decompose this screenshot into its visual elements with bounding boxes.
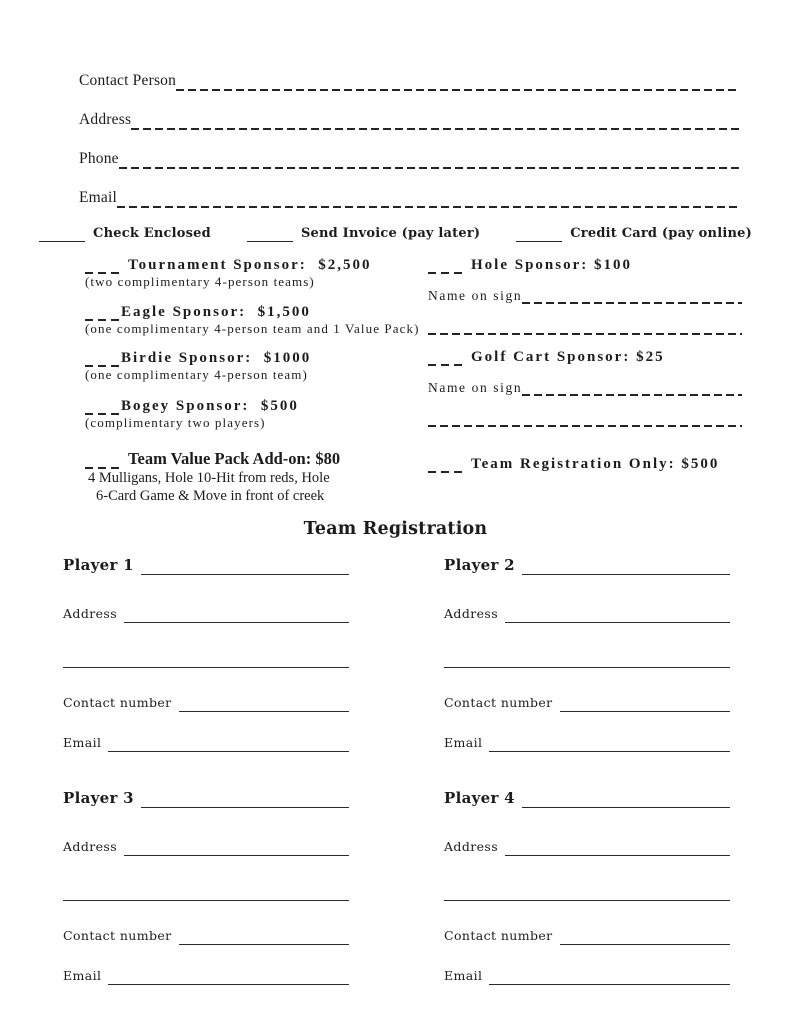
payment-invoice-option [247, 226, 480, 242]
payment-check-option [39, 226, 211, 242]
hole-sponsor-title-row [428, 256, 742, 274]
send-invoice-label: Send Invoice (pay later) [300, 226, 481, 241]
player-3-address-label: Address [63, 839, 118, 854]
player-1-contact-label: Contact number [63, 695, 172, 710]
player-2-email-label: Email [444, 735, 483, 750]
player-4-contact-row [444, 927, 730, 945]
eagle-sponsor-title: Eagle Sponsor: $1,500 [121, 304, 311, 320]
player-2-contact-line[interactable] [560, 698, 730, 712]
player-1-address-line[interactable] [124, 609, 349, 623]
player-2-address-line[interactable] [505, 609, 730, 623]
tournament-sponsor-title: Tournament Sponsor: $2,500 [128, 257, 372, 273]
player-3-email-label: Email [63, 968, 102, 983]
team-value-pack-title: Team Value Pack Add-on: $80 [128, 449, 341, 468]
player-1-name-row [63, 555, 349, 575]
bogey-sponsor-item [85, 397, 428, 431]
sponsor-left-column [85, 256, 428, 505]
golf-cart-sponsor-title-row [428, 348, 742, 366]
bogey-sponsor-desc: (complimentary two players) [85, 415, 266, 430]
player-4-name-row [444, 788, 730, 808]
player-4-address-line2[interactable] [444, 883, 730, 901]
hole-name-on-sign-label: Name on sign [428, 288, 523, 303]
player-4-contact-label: Contact number [444, 928, 553, 943]
player-2-contact-row [444, 694, 730, 712]
player-3-address-line2[interactable] [63, 883, 349, 901]
contact-person-field [79, 70, 740, 91]
email-label: Email [79, 189, 118, 206]
player-4-block [444, 788, 730, 985]
eagle-sponsor-title-row [85, 303, 428, 321]
golf-cart-sponsor-title: Golf Cart Sponsor: $25 [471, 349, 665, 365]
address-field [79, 109, 740, 130]
player-1-address-label: Address [63, 606, 118, 621]
players-grid [0, 555, 791, 985]
player-3-contact-row [63, 927, 349, 945]
player-1-email-label: Email [63, 735, 102, 750]
tournament-sponsor-blank[interactable] [85, 262, 119, 274]
birdie-sponsor-title: Birdie Sponsor: $1000 [121, 350, 312, 366]
address-label: Address [79, 111, 132, 128]
player-3-email-row [63, 967, 349, 985]
player-3-contact-line[interactable] [179, 931, 349, 945]
player-3-label: Player 3 [63, 789, 134, 807]
hole-name-on-sign-line[interactable] [522, 290, 742, 304]
eagle-sponsor-desc: (one complimentary 4-person team and 1 Value Pack) [85, 321, 420, 336]
hole-sponsor-title: Hole Sponsor: $100 [471, 257, 633, 273]
birdie-sponsor-blank[interactable] [85, 355, 119, 367]
player-4-email-line[interactable] [489, 971, 730, 985]
check-enclosed-label: Check Enclosed [93, 226, 211, 241]
check-enclosed-blank[interactable] [39, 230, 85, 242]
sponsor-right-column [428, 256, 742, 505]
team-registration-only-row [428, 455, 742, 473]
team-registration-only-blank[interactable] [428, 461, 462, 473]
player-1-address-line2[interactable] [63, 650, 349, 668]
player-3-contact-label: Contact number [63, 928, 172, 943]
hole-name-on-sign-row [428, 287, 742, 304]
player-1-email-row [63, 734, 349, 752]
payment-method-row [0, 226, 791, 242]
email-line[interactable] [117, 194, 740, 208]
player-4-address-line[interactable] [505, 842, 730, 856]
player-3-block [63, 788, 349, 985]
player-2-email-row [444, 734, 730, 752]
player-3-email-line[interactable] [108, 971, 349, 985]
player-4-label: Player 4 [444, 789, 515, 807]
player-2-block [444, 555, 730, 752]
eagle-sponsor-item [85, 303, 428, 337]
cart-name-on-sign-line[interactable] [522, 382, 742, 396]
player-4-email-label: Email [444, 968, 483, 983]
address-line[interactable] [131, 116, 740, 130]
payment-credit-card-option [516, 226, 752, 242]
tournament-sponsor-title-row [85, 256, 428, 274]
cart-name-on-sign-row [428, 379, 742, 396]
player-3-address-line[interactable] [124, 842, 349, 856]
player-4-contact-line[interactable] [560, 931, 730, 945]
player-2-address-label: Address [444, 606, 499, 621]
player-1-address-row [63, 605, 349, 623]
birdie-sponsor-title-row [85, 349, 428, 367]
player-1-contact-line[interactable] [179, 698, 349, 712]
bogey-sponsor-title-row [85, 397, 428, 415]
player-2-email-line[interactable] [489, 738, 730, 752]
bogey-sponsor-blank[interactable] [85, 403, 119, 415]
sponsorship-section [0, 256, 791, 505]
cart-name-on-sign-line2[interactable] [428, 409, 742, 427]
email-field [79, 187, 740, 208]
contact-section [0, 0, 791, 208]
player-2-address-line2[interactable] [444, 650, 730, 668]
golf-cart-sponsor-blank[interactable] [428, 354, 462, 366]
send-invoice-blank[interactable] [247, 230, 293, 242]
player-3-name-line[interactable] [141, 794, 349, 808]
cart-name-on-sign-label: Name on sign [428, 380, 523, 395]
player-1-block [63, 555, 349, 752]
team-registration-heading: Team Registration [303, 519, 488, 539]
hole-name-on-sign-line2[interactable] [428, 317, 742, 335]
player-1-email-line[interactable] [108, 738, 349, 752]
hole-sponsor-blank[interactable] [428, 262, 462, 274]
team-value-pack-desc-line1: 4 Mulligans, Hole 10-Hit from reds, Hole [88, 470, 330, 486]
team-registration-only-title: Team Registration Only: $500 [471, 456, 720, 472]
player-2-contact-label: Contact number [444, 695, 553, 710]
player-2-address-row [444, 605, 730, 623]
player-3-name-row [63, 788, 349, 808]
credit-card-blank[interactable] [516, 230, 562, 242]
phone-label: Phone [79, 150, 119, 167]
player-2-name-line[interactable] [522, 561, 730, 575]
player-1-contact-row [63, 694, 349, 712]
team-value-pack-title-row [85, 449, 428, 469]
team-value-pack-blank[interactable] [85, 457, 119, 469]
player-4-name-line[interactable] [522, 794, 730, 808]
player-4-address-row [444, 838, 730, 856]
contact-person-line[interactable] [176, 77, 740, 91]
player-4-address-label: Address [444, 839, 499, 854]
team-value-pack-item [85, 449, 428, 505]
bogey-sponsor-title: Bogey Sponsor: $500 [121, 398, 299, 414]
birdie-sponsor-desc: (one complimentary 4-person team) [85, 367, 308, 382]
credit-card-label: Credit Card (pay online) [570, 226, 752, 241]
tournament-sponsor-desc: (two complimentary 4-person teams) [85, 274, 315, 289]
team-value-pack-desc-line2: 6-Card Game & Move in front of creek [96, 488, 325, 504]
tournament-sponsor-item [85, 256, 428, 290]
phone-line[interactable] [119, 155, 740, 169]
player-1-name-line[interactable] [141, 561, 349, 575]
player-1-label: Player 1 [63, 556, 134, 574]
contact-person-label: Contact Person [79, 72, 177, 89]
player-2-name-row [444, 555, 730, 575]
player-3-address-row [63, 838, 349, 856]
birdie-sponsor-item [85, 349, 428, 383]
phone-field [79, 148, 740, 169]
eagle-sponsor-blank[interactable] [85, 309, 119, 321]
player-4-email-row [444, 967, 730, 985]
player-2-label: Player 2 [444, 556, 515, 574]
